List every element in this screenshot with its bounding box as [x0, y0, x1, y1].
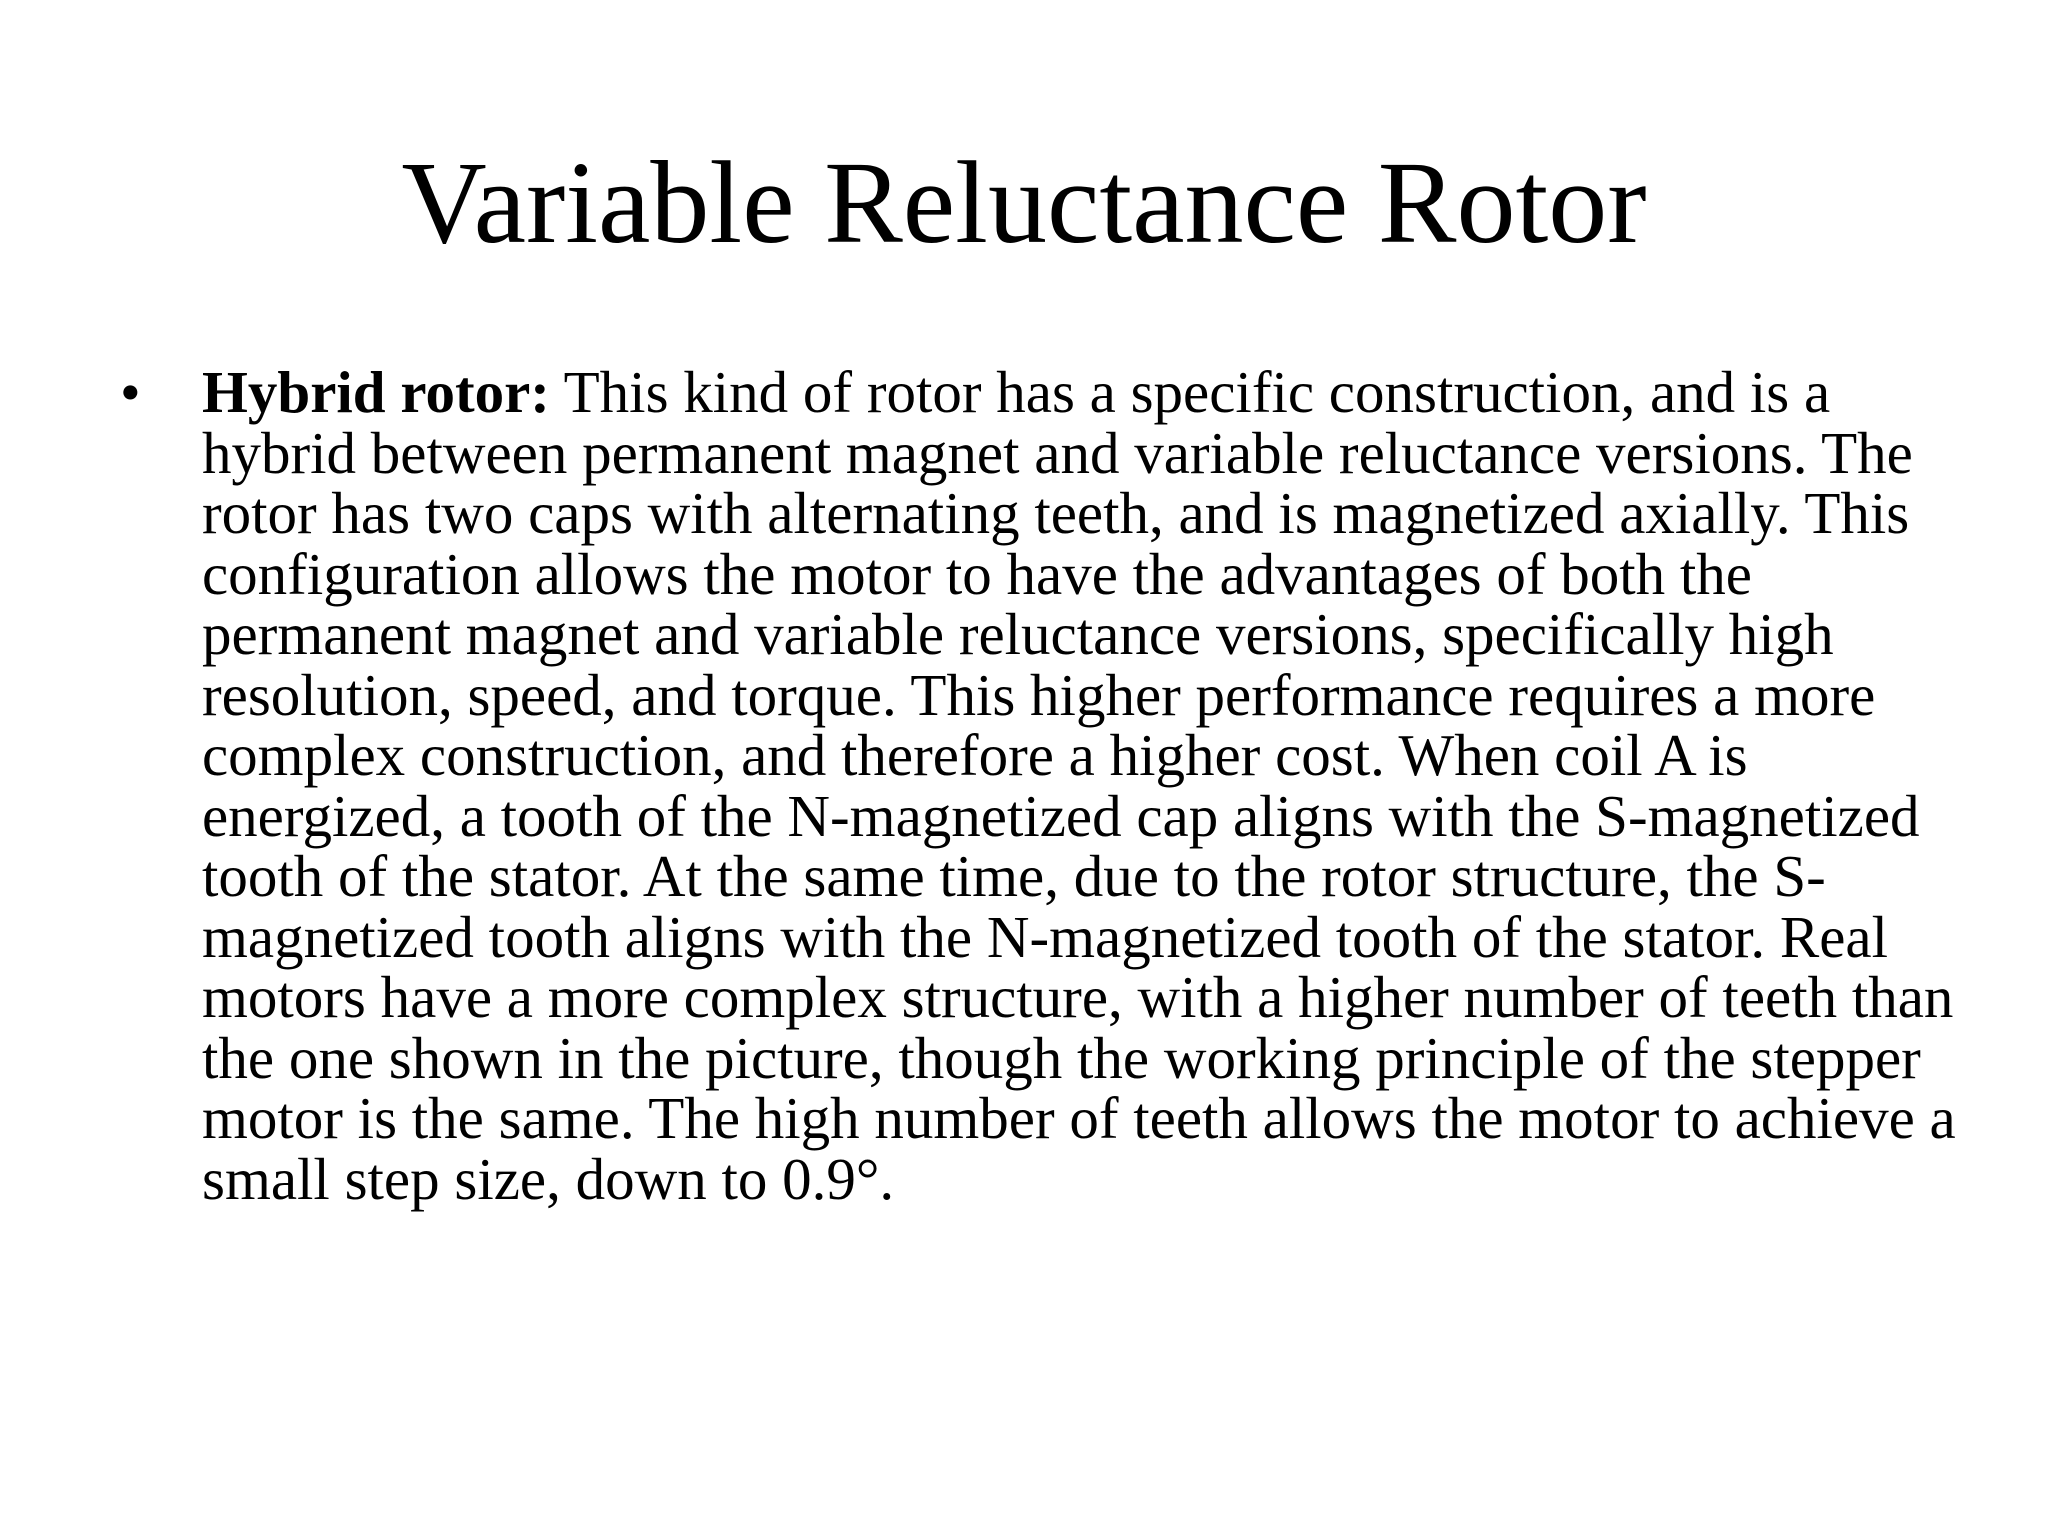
bullet-item	[120, 359, 1960, 1212]
bullet-lead-term: Hybrid rotor:	[202, 359, 550, 425]
bullet-list	[120, 359, 1960, 1212]
bullet-body-text: This kind of rotor has a specific construction, and is a hybrid between permanent magnet and variable reluctance versions. The rotor has two caps with alternating teeth, and is magnetized axially. This configuration allows the motor to have the advantages of both the permanent magnet and variable reluctance versions, specifically high resolution, speed, and torque. This higher performance requires a more complex construction, and therefore a higher cost. When coil A is energized, a tooth of the N-magnetized cap aligns with the S-magnetized tooth of the stator. At the same time, due to the rotor structure, the S-magnetized tooth aligns with the N-magnetized tooth of the stator. Real motors have a more complex structure, with a higher number of teeth than the one shown in the picture, though the working principle of the stepper motor is the same. The high number of teeth allows the motor to achieve a small step size, down to 0.9°.	[202, 359, 1956, 1212]
bullet-icon: •	[120, 359, 141, 425]
slide-title: Variable Reluctance Rotor	[401, 137, 1647, 268]
